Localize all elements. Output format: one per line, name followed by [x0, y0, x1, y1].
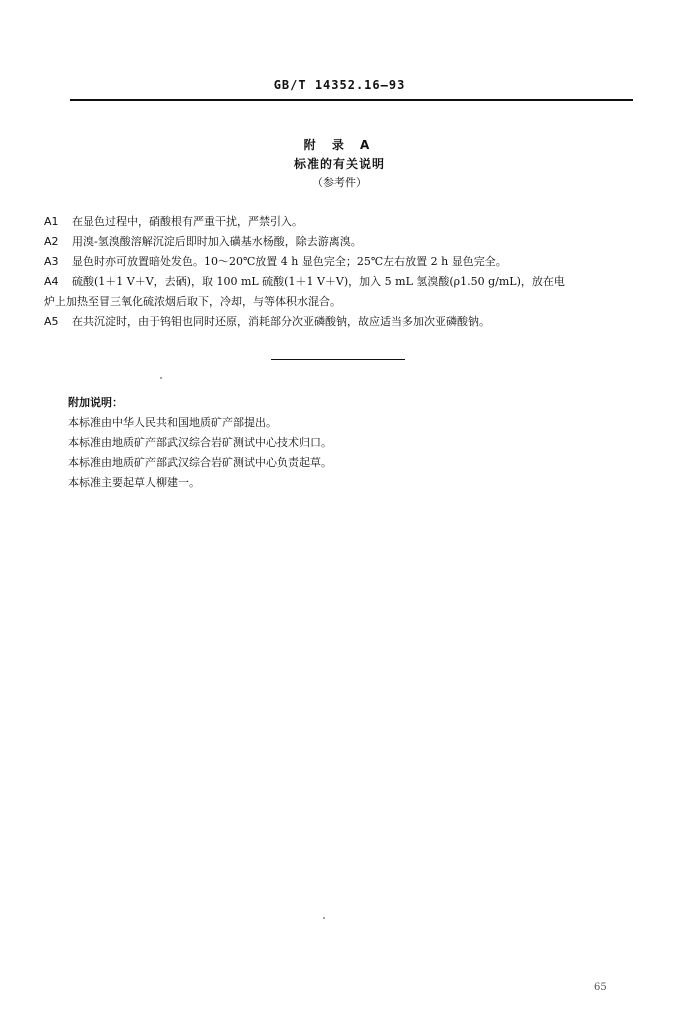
header-rule — [70, 99, 633, 101]
additional-note-line: 本标准由地质矿产部武汉综合岩矿测试中心技术归口。 — [68, 436, 332, 449]
appendix-item-a2 — [44, 232, 639, 252]
appendix-item-a1 — [44, 212, 639, 232]
item-text: 用溴-氢溴酸溶解沉淀后即时加入磺基水杨酸，除去游离溴。 — [72, 235, 362, 248]
standard-code-header: GB/T 14352.16—93 — [273, 78, 406, 92]
additional-notes — [68, 393, 608, 493]
appendix-items — [44, 212, 639, 332]
appendix-item-a4 — [44, 272, 639, 292]
scan-speck — [323, 917, 325, 919]
item-label: A4 — [44, 275, 59, 288]
appendix-note: （参考件） — [312, 176, 367, 189]
item-label: A3 — [44, 255, 59, 268]
appendix-subtitle: 标准的有关说明 — [293, 157, 385, 171]
appendix-item-a4-continuation: 炉上加热至冒三氧化硫浓烟后取下，冷却，与等体积水混合。 — [44, 295, 341, 308]
item-label: A2 — [44, 235, 59, 248]
item-text: 在显色过程中，硝酸根有严重干扰，严禁引入。 — [72, 215, 303, 228]
section-divider — [271, 359, 405, 360]
item-label: A5 — [44, 315, 59, 328]
appendix-title: 附 录 A — [303, 138, 376, 152]
additional-notes-title: 附加说明： — [68, 396, 123, 409]
appendix-item-a5 — [44, 312, 639, 332]
item-text: 硫酸(1＋1 V＋V，去硒)，取 100 mL 硫酸(1＋1 V＋V)，加入 5 mL 氢溴酸(ρ1.50 g/mL)，放在电 — [72, 275, 565, 288]
appendix-item-a3 — [44, 252, 639, 272]
scan-speck — [160, 377, 162, 379]
item-label: A1 — [44, 215, 59, 228]
additional-note-line: 本标准主要起草人柳建一。 — [68, 476, 200, 489]
page-number: 65 — [594, 982, 607, 993]
additional-note-line: 本标准由地质矿产部武汉综合岩矿测试中心负责起草。 — [68, 456, 332, 469]
additional-note-line: 本标准由中华人民共和国地质矿产部提出。 — [68, 416, 277, 429]
item-text: 显色时亦可放置暗处发色。10～20℃放置 4 h 显色完全；25℃左右放置 2 h 显色完全。 — [72, 255, 507, 268]
item-text: 在共沉淀时，由于钨钼也同时还原，消耗部分次亚磷酸钠，故应适当多加次亚磷酸钠。 — [72, 315, 490, 328]
